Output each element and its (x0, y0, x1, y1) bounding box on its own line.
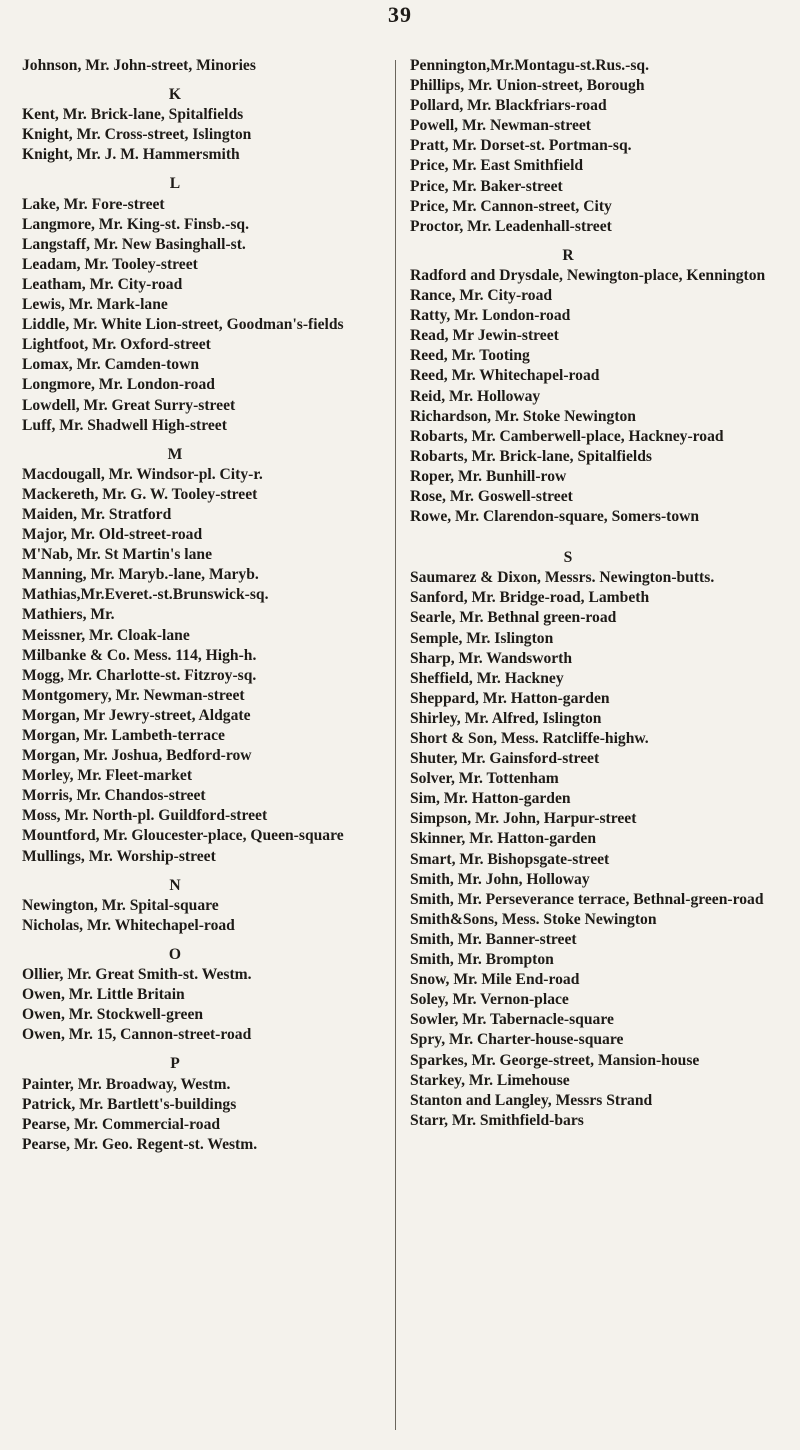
directory-entry: Manning, Mr. Maryb.-lane, Maryb. (22, 566, 259, 584)
directory-entry: Skinner, Mr. Hatton-garden (410, 830, 596, 848)
directory-entry: Moss, Mr. North-pl. Guildford-street (22, 807, 268, 825)
section-letter: K (168, 86, 182, 104)
directory-entry: Ratty, Mr. London-road (410, 307, 571, 325)
directory-entry: Major, Mr. Old-street-road (22, 526, 203, 544)
directory-entry: Milbanke & Co. Mess. 114, High-h. (22, 646, 257, 664)
directory-entry: Owen, Mr. Stockwell-green (22, 1006, 204, 1024)
directory-entry: Powell, Mr. Newman-street (410, 117, 592, 135)
directory-entry: Leadam, Mr. Tooley-street (22, 255, 198, 273)
directory-entry: Phillips, Mr. Union-street, Borough (410, 77, 645, 95)
directory-entry: Smart, Mr. Bishopsgate-street (410, 850, 610, 868)
directory-entry: Reed, Mr. Tooting (410, 347, 530, 365)
section-letter: O (168, 945, 182, 963)
directory-entry: Macdougall, Mr. Windsor-pl. City-r. (22, 465, 263, 483)
directory-entry: Mullings, Mr. Worship-street (22, 847, 216, 865)
left-column (22, 56, 388, 1155)
directory-entry: Morley, Mr. Fleet-market (22, 767, 193, 785)
directory-entry: Richardson, Mr. Stoke Newington (410, 407, 636, 425)
directory-entry: Morgan, Mr Jewry-street, Aldgate (22, 706, 251, 724)
directory-entry: Radford and Drysdale, Newington-place, Kennington (410, 266, 766, 284)
directory-entry: Pratt, Mr. Dorset-st. Portman-sq. (410, 137, 632, 155)
directory-entry: Owen, Mr. Little Britain (22, 986, 185, 1004)
directory-entry: Mackereth, Mr. G. W. Tooley-street (22, 485, 258, 503)
page-number: 39 (388, 2, 412, 27)
directory-entry: M'Nab, Mr. St Martin's lane (22, 546, 213, 564)
directory-entry: Morgan, Mr. Joshua, Bedford-row (22, 747, 252, 765)
directory-entry: Stanton and Langley, Messrs Strand (410, 1091, 653, 1109)
directory-entry: Robarts, Mr. Brick-lane, Spitalfields (410, 447, 652, 465)
directory-entry: Liddle, Mr. White Lion-street, Goodman's-fields (22, 316, 344, 334)
directory-entry: Sheffield, Mr. Hackney (410, 669, 564, 687)
directory-entry: Luff, Mr. Shadwell High-street (22, 416, 227, 434)
directory-entry: Rose, Mr. Goswell-street (410, 487, 573, 505)
directory-entry: Kent, Mr. Brick-lane, Spitalfields (22, 106, 244, 124)
directory-entry: Robarts, Mr. Camberwell-place, Hackney-road (410, 427, 724, 445)
directory-entry: Pollard, Mr. Blackfriars-road (410, 97, 607, 115)
directory-entry: Simpson, Mr. John, Harpur-street (410, 810, 637, 828)
directory-entry: Rowe, Mr. Clarendon-square, Somers-town (410, 508, 700, 526)
directory-entry: Knight, Mr. Cross-street, Islington (22, 126, 252, 144)
directory-entry: Morgan, Mr. Lambeth-terrace (22, 727, 225, 744)
directory-entry: Sharp, Mr. Wandsworth (410, 649, 573, 667)
directory-entry: Lomax, Mr. Camden-town (22, 356, 200, 374)
directory-entry: Searle, Mr. Bethnal green-road (410, 609, 617, 627)
directory-entry: Sim, Mr. Hatton-garden (410, 790, 571, 808)
directory-entry: Lake, Mr. Fore-street (22, 195, 165, 213)
directory-entry: Soley, Mr. Vernon-place (410, 991, 569, 1009)
directory-entry: Smith, Mr. Brompton (410, 951, 554, 969)
directory-entry: Read, Mr Jewin-street (410, 327, 559, 345)
directory-entry: Langstaff, Mr. New Basinghall-st. (22, 235, 246, 253)
directory-entry: Roper, Mr. Bunhill-row (410, 467, 567, 485)
directory-entry: Meissner, Mr. Cloak-lane (22, 626, 190, 644)
directory-entry: Montgomery, Mr. Newman-street (22, 686, 245, 704)
directory-entry: Johnson, Mr. John-street, Minories (22, 57, 256, 74)
directory-entry: Leatham, Mr. City-road (22, 275, 183, 293)
directory-entry: Spry, Mr. Charter-house-square (410, 1031, 624, 1049)
directory-entry: Owen, Mr. 15, Cannon-street-road (22, 1026, 252, 1044)
directory-entry: Snow, Mr. Mile End-road (410, 971, 580, 989)
directory-entry: Starr, Mr. Smithfield-bars (410, 1111, 584, 1129)
directory-entry: Sparkes, Mr. George-street, Mansion-house (410, 1051, 700, 1069)
directory-entry: Short & Son, Mess. Ratcliffe-highw. (410, 730, 649, 747)
directory-entry: Sheppard, Mr. Hatton-garden (410, 689, 610, 707)
directory-entry: Knight, Mr. J. M. Hammersmith (22, 146, 240, 164)
section-letter: R (562, 246, 574, 264)
section-letter: P (170, 1055, 180, 1073)
directory-entry: Patrick, Mr. Bartlett's-buildings (22, 1095, 237, 1113)
directory-entry: Ollier, Mr. Great Smith-st. Westm. (22, 966, 252, 984)
directory-entry: Rance, Mr. City-road (410, 287, 553, 305)
directory-entry: Mountford, Mr. Gloucester-place, Queen-square (22, 827, 344, 845)
directory-entry: Newington, Mr. Spital-square (22, 896, 219, 914)
directory-entry: Mathiers, Mr. (22, 606, 115, 624)
directory-entry: Price, Mr. Baker-street (410, 177, 563, 195)
directory-entry: Shuter, Mr. Gainsford-street (410, 750, 600, 768)
directory-entry: Pearse, Mr. Geo. Regent-st. Westm. (22, 1135, 258, 1153)
directory-entry: Painter, Mr. Broadway, Westm. (22, 1075, 231, 1093)
directory-entry: Smith&Sons, Mess. Stoke Newington (410, 910, 657, 928)
directory-entry: Smith, Mr. Perseverance terrace, Bethnal-green-road (410, 890, 764, 908)
directory-entry: Reid, Mr. Holloway (410, 387, 541, 405)
directory-entry: Sanford, Mr. Bridge-road, Lambeth (410, 589, 650, 607)
section-letter: M (167, 445, 183, 463)
directory-entry: Semple, Mr. Islington (410, 629, 554, 647)
directory-entry: Reed, Mr. Whitechapel-road (410, 367, 600, 385)
directory-entry: Mogg, Mr. Charlotte-st. Fitzroy-sq. (22, 666, 257, 684)
directory-entry: Price, Mr. Cannon-street, City (410, 197, 612, 215)
directory-entry: Proctor, Mr. Leadenhall-street (410, 217, 612, 235)
directory-entry: Morris, Mr. Chandos-street (22, 787, 206, 805)
directory-entry: Lewis, Mr. Mark-lane (22, 296, 168, 314)
directory-entry: Longmore, Mr. London-road (22, 376, 215, 394)
directory-entry: Maiden, Mr. Stratford (22, 505, 172, 523)
directory-entry: Smith, Mr. John, Holloway (410, 870, 590, 888)
directory-entry: Lightfoot, Mr. Oxford-street (22, 336, 211, 354)
section-letter: L (169, 175, 181, 193)
directory-entry: Lowdell, Mr. Great Surry-street (22, 396, 236, 414)
directory-entry: Shirley, Mr. Alfred, Islington (410, 709, 602, 727)
directory-entry: Solver, Mr. Tottenham (410, 770, 559, 788)
directory-entry: Pennington,Mr.Montagu-st.Rus.-sq. (410, 57, 649, 74)
right-column (410, 56, 786, 1131)
column-divider (395, 60, 396, 1430)
directory-entry: Langmore, Mr. King-st. Finsb.-sq. (22, 215, 249, 233)
directory-entry: Starkey, Mr. Limehouse (410, 1071, 570, 1089)
directory-entry: Pearse, Mr. Commercial-road (22, 1115, 221, 1133)
directory-entry: Mathias,Mr.Everet.-st.Brunswick-sq. (22, 586, 269, 604)
section-spacer (410, 527, 786, 539)
section-letter: S (563, 549, 573, 567)
directory-entry: Nicholas, Mr. Whitechapel-road (22, 916, 235, 934)
directory-entry: Price, Mr. East Smithfield (410, 157, 584, 175)
directory-entry: Smith, Mr. Banner-street (410, 930, 577, 948)
section-letter: N (169, 876, 181, 894)
directory-entry: Saumarez & Dixon, Messrs. Newington-butts. (410, 569, 715, 587)
directory-entry: Sowler, Mr. Tabernacle-square (410, 1011, 614, 1029)
